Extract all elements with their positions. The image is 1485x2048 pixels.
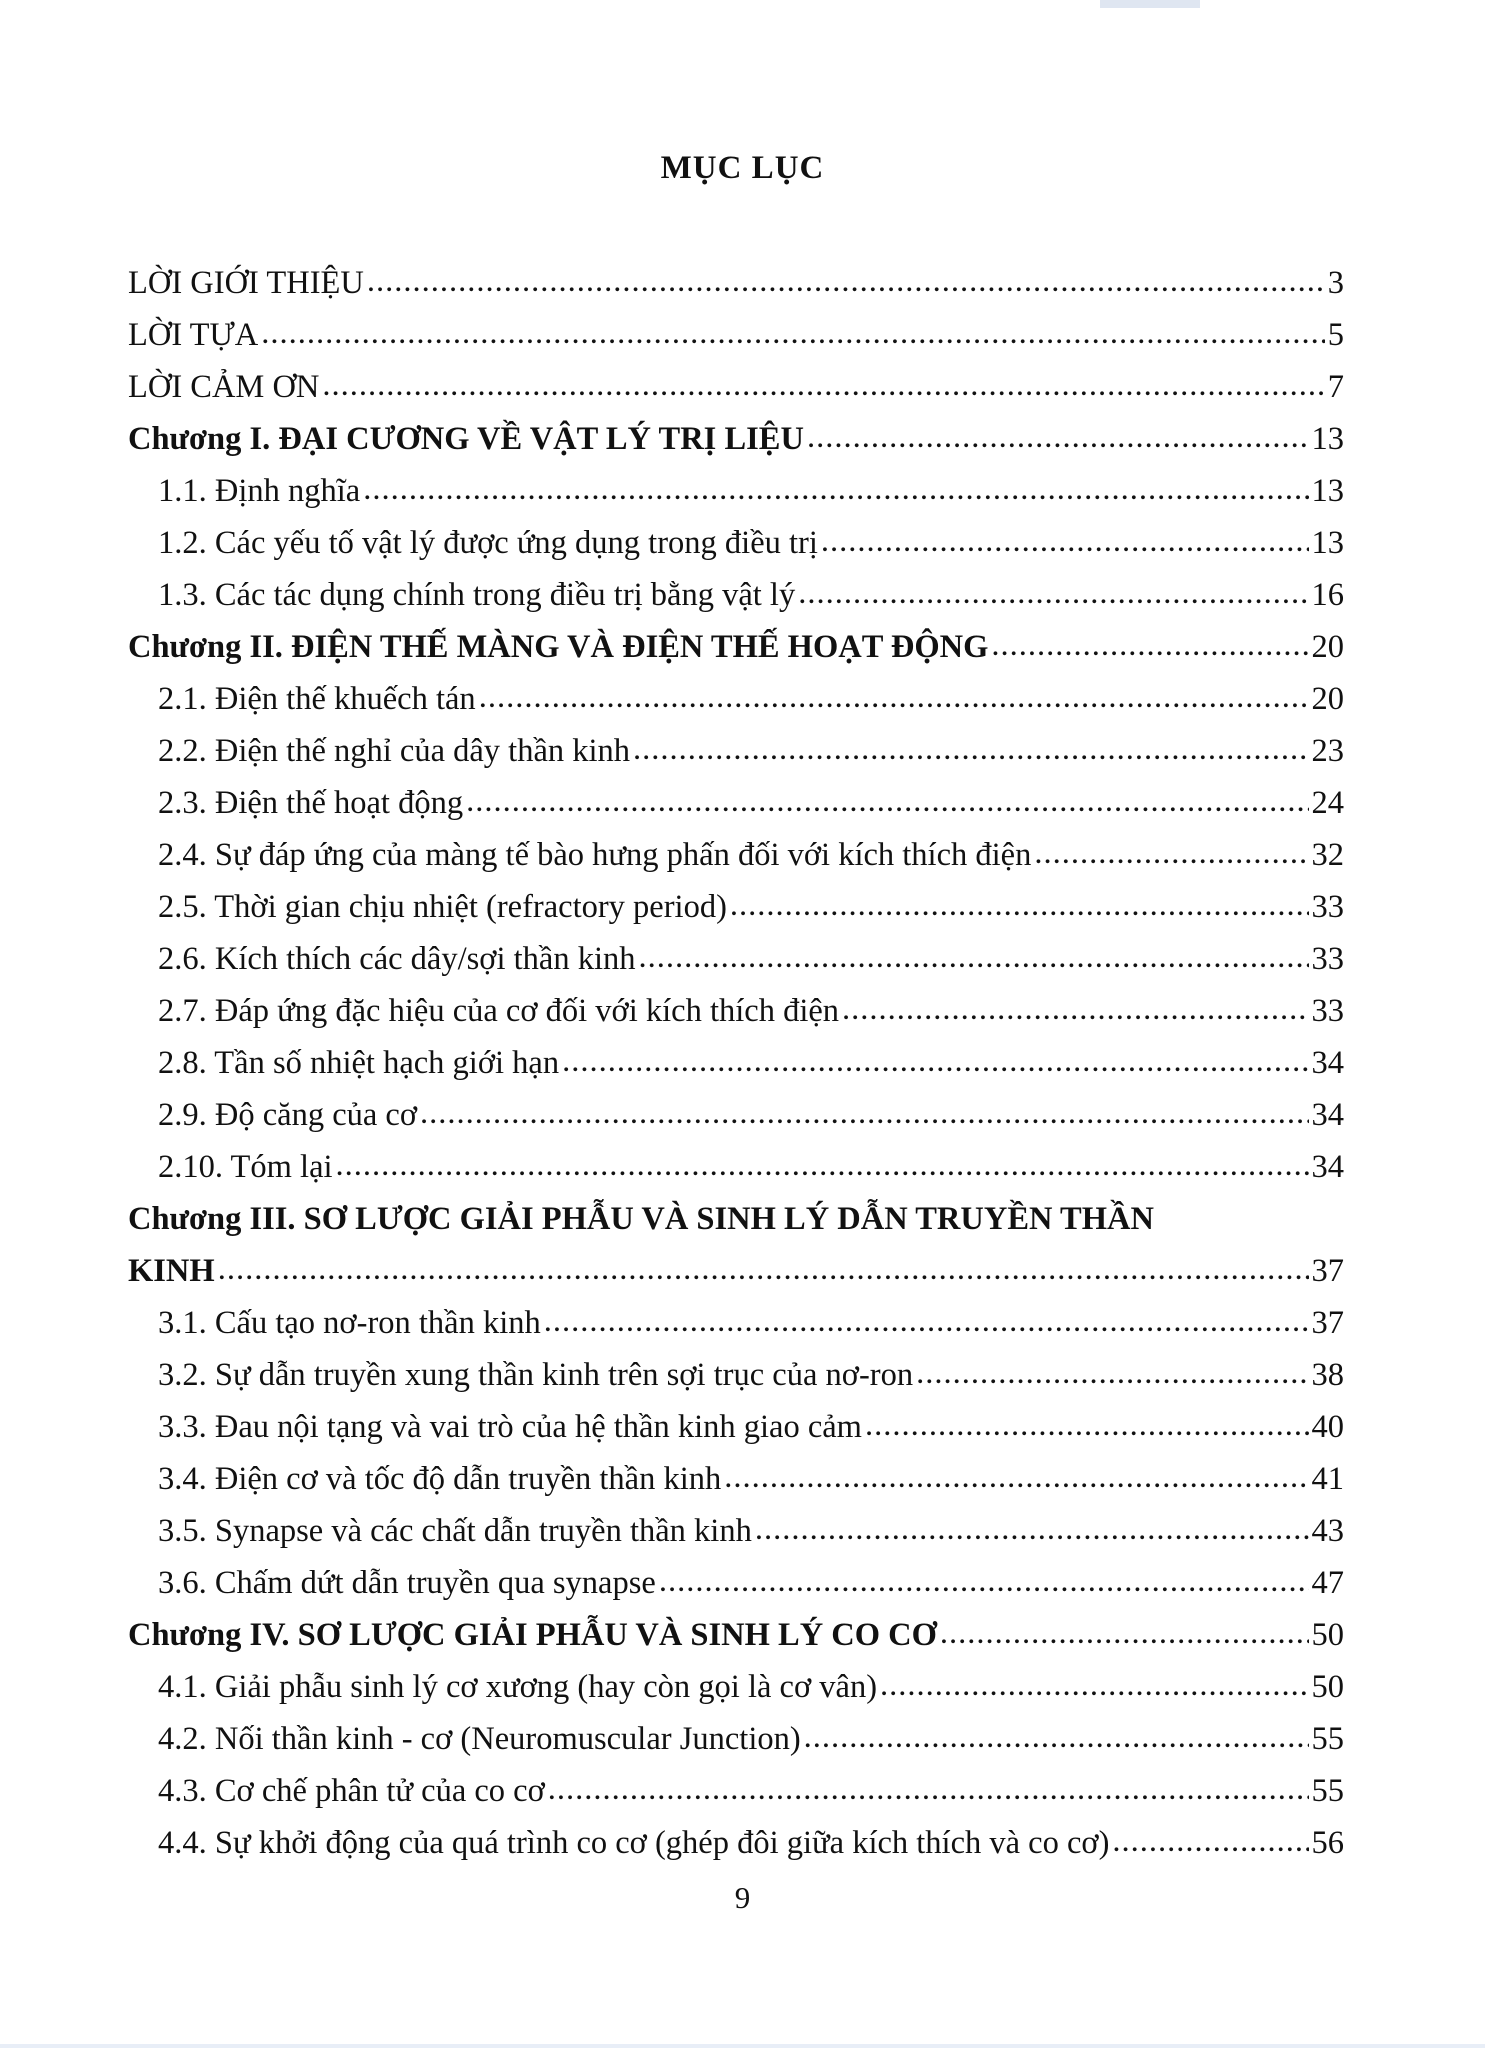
- toc-entry-label: 3.4. Điện cơ và tốc độ dẫn truyền thần kinh: [158, 1461, 722, 1497]
- toc-entry-label: 4.2. Nối thần kinh - cơ (Neuromuscular Junction): [158, 1721, 801, 1757]
- toc-entry-page: 7: [1327, 369, 1344, 405]
- toc-entry-label: 3.3. Đau nội tạng và vai trò của hệ thần kinh giao cảm: [158, 1409, 862, 1445]
- dot-leader: [420, 1087, 1308, 1139]
- toc-entry-page: 43: [1311, 1513, 1344, 1549]
- toc-entry: [128, 829, 1344, 881]
- toc-entry-page: 55: [1311, 1721, 1344, 1757]
- toc-entry-label: LỜI CẢM ƠN: [128, 369, 320, 405]
- dot-leader: [548, 1763, 1309, 1815]
- dot-leader: [807, 411, 1309, 463]
- dot-leader: [724, 1451, 1308, 1503]
- dot-leader: [363, 463, 1308, 515]
- toc-entry: [128, 1505, 1344, 1557]
- toc-entry-page: 13: [1311, 525, 1344, 561]
- toc-entry-page: 13: [1311, 421, 1344, 457]
- toc-entry-label: 2.1. Điện thế khuếch tán: [158, 681, 476, 717]
- toc-entry: [128, 725, 1344, 777]
- dot-leader: [466, 775, 1308, 827]
- toc-entry-label: 2.4. Sự đáp ứng của màng tế bào hưng phấn đối với kích thích điện: [158, 837, 1032, 873]
- dot-leader: [804, 1711, 1309, 1763]
- dot-leader: [659, 1555, 1309, 1607]
- toc-chapter-entry: [128, 1609, 1344, 1661]
- dot-leader: [544, 1295, 1309, 1347]
- toc-entry-label: 2.9. Độ căng của cơ: [158, 1097, 418, 1133]
- toc-entry-page: 33: [1311, 889, 1344, 925]
- dot-leader: [1034, 827, 1308, 879]
- toc-entry-page: 16: [1311, 577, 1344, 613]
- toc-entry-label: 3.2. Sự dẫn truyền xung thần kinh trên sợi trục của nơ-ron: [158, 1357, 914, 1393]
- toc-entry: [128, 465, 1344, 517]
- toc-entry: [128, 1453, 1344, 1505]
- toc-entry-page: 13: [1311, 473, 1344, 509]
- toc-entry: [128, 1713, 1344, 1765]
- toc-entry-label: 3.6. Chấm dứt dẫn truyền qua synapse: [158, 1565, 656, 1601]
- toc-entry-page: 40: [1311, 1409, 1344, 1445]
- toc-chapter-entry: [128, 621, 1344, 673]
- toc-entry: [128, 673, 1344, 725]
- toc-entry-label: 1.1. Định nghĩa: [158, 473, 361, 509]
- toc-entry-page: 34: [1311, 1045, 1344, 1081]
- toc-entry-page: 41: [1311, 1461, 1344, 1497]
- toc-entry-label: 2.8. Tần số nhiệt hạch giới hạn: [158, 1045, 560, 1081]
- toc-entry-page: 37: [1311, 1253, 1344, 1289]
- toc-entry: [128, 1141, 1344, 1193]
- dot-leader: [633, 723, 1308, 775]
- toc-chapter-entry: [128, 1193, 1344, 1297]
- toc-entry-page: 55: [1311, 1773, 1344, 1809]
- toc-entry-label: 4.4. Sự khởi động của quá trình co cơ (ghép đôi giữa kích thích và co cơ): [158, 1825, 1110, 1861]
- toc-entry: [128, 517, 1344, 569]
- dot-leader: [798, 567, 1308, 619]
- toc-entry: [128, 1765, 1344, 1817]
- toc-entry-label: 2.10. Tóm lại: [158, 1149, 333, 1185]
- dot-leader: [755, 1503, 1309, 1555]
- toc-entry: [128, 1557, 1344, 1609]
- toc-entry: [128, 1297, 1344, 1349]
- toc-entry-page: 33: [1311, 941, 1344, 977]
- toc-entry-page: 33: [1311, 993, 1344, 1029]
- toc-entry: [128, 1661, 1344, 1713]
- toc-entry-label: 3.1. Cấu tạo nơ-ron thần kinh: [158, 1305, 541, 1341]
- toc-entry-page: 50: [1311, 1617, 1344, 1653]
- toc-entry-label: 2.6. Kích thích các dây/sợi thần kinh: [158, 941, 636, 977]
- dot-leader: [562, 1035, 1308, 1087]
- page-number: 9: [734, 1880, 751, 1915]
- toc-entry: [128, 309, 1344, 361]
- toc-chapter-label-cont: KINH: [128, 1253, 215, 1289]
- toc-entry-label: LỜI GIỚI THIỆU: [128, 265, 364, 301]
- toc-entry-label: 2.7. Đáp ứng đặc hiệu của cơ đối với kích thích điện: [158, 993, 840, 1029]
- toc-entry-page: 34: [1311, 1149, 1344, 1185]
- toc-entry: [128, 361, 1344, 413]
- dot-leader: [336, 1139, 1309, 1191]
- toc-chapter-label: Chương IV. SƠ LƯỢC GIẢI PHẪU VÀ SINH LÝ CO CƠ: [128, 1617, 937, 1653]
- toc-entry: [128, 1037, 1344, 1089]
- toc-entry-label: 2.3. Điện thế hoạt động: [158, 785, 464, 821]
- dot-leader: [730, 879, 1309, 931]
- dot-leader: [880, 1659, 1308, 1711]
- toc-entry-page: 47: [1311, 1565, 1344, 1601]
- toc-entry-page: 34: [1311, 1097, 1344, 1133]
- toc-chapter-label: Chương II. ĐIỆN THẾ MÀNG VÀ ĐIỆN THẾ HOẠT ĐỘNG: [128, 629, 989, 665]
- toc-entry-label: 1.2. Các yếu tố vật lý được ứng dụng trong điều trị: [158, 525, 818, 561]
- dot-leader: [639, 931, 1309, 983]
- toc-entry-page: 24: [1311, 785, 1344, 821]
- toc-entry-label: 2.5. Thời gian chịu nhiệt (refractory period): [158, 889, 727, 925]
- dot-leader: [991, 619, 1308, 671]
- scan-artifact: [0, 2044, 1485, 2048]
- dot-leader: [865, 1399, 1309, 1451]
- toc-entry: [128, 1817, 1344, 1869]
- dot-leader: [322, 359, 1324, 411]
- dot-leader: [940, 1607, 1309, 1659]
- dot-leader: [367, 255, 1325, 307]
- toc-entry-label: LỜI TỰA: [128, 317, 259, 353]
- toc-entry-page: 32: [1311, 837, 1344, 873]
- toc-entry-page: 37: [1311, 1305, 1344, 1341]
- toc-entry: [128, 881, 1344, 933]
- dot-leader: [479, 671, 1309, 723]
- toc-entry: [128, 933, 1344, 985]
- toc-entry-label: 1.3. Các tác dụng chính trong điều trị bằng vật lý: [158, 577, 796, 613]
- toc-entry: [128, 777, 1344, 829]
- toc-chapter-label: Chương III. SƠ LƯỢC GIẢI PHẪU VÀ SINH LÝ DẪN TRUYỀN THẦN: [128, 1201, 1154, 1237]
- scan-artifact: [1100, 0, 1200, 8]
- toc-entry: [128, 1089, 1344, 1141]
- toc-entry-page: 20: [1311, 629, 1344, 665]
- table-of-contents: [128, 257, 1344, 1869]
- toc-entry-page: 56: [1311, 1825, 1344, 1861]
- toc-entry-page: 20: [1311, 681, 1344, 717]
- toc-entry-page: 50: [1311, 1669, 1344, 1705]
- toc-entry-label: 4.3. Cơ chế phân tử của co cơ: [158, 1773, 545, 1809]
- toc-entry-page: 23: [1311, 733, 1344, 769]
- dot-leader: [1112, 1815, 1308, 1867]
- toc-entry-label: 2.2. Điện thế nghỉ của dây thần kinh: [158, 733, 631, 769]
- toc-entry: [128, 1349, 1344, 1401]
- toc-entry: [128, 569, 1344, 621]
- toc-chapter-continuation: [128, 1245, 1344, 1297]
- dot-leader: [218, 1243, 1309, 1295]
- toc-entry-label: 3.5. Synapse và các chất dẫn truyền thần kinh: [158, 1513, 752, 1549]
- toc-entry: [128, 257, 1344, 309]
- toc-chapter-entry: [128, 413, 1344, 465]
- dot-leader: [261, 307, 1325, 359]
- toc-entry-label: 4.1. Giải phẫu sinh lý cơ xương (hay còn gọi là cơ vân): [158, 1669, 878, 1705]
- toc-entry: [128, 1401, 1344, 1453]
- toc-chapter-label: Chương I. ĐẠI CƯƠNG VỀ VẬT LÝ TRỊ LIỆU: [128, 421, 804, 457]
- dot-leader: [821, 515, 1309, 567]
- toc-entry: [128, 985, 1344, 1037]
- page-title: MỤC LỤC: [660, 150, 825, 186]
- toc-entry-page: 5: [1327, 317, 1344, 353]
- toc-entry-page: 3: [1327, 265, 1344, 301]
- dot-leader: [842, 983, 1308, 1035]
- toc-entry-page: 38: [1311, 1357, 1344, 1393]
- dot-leader: [916, 1347, 1308, 1399]
